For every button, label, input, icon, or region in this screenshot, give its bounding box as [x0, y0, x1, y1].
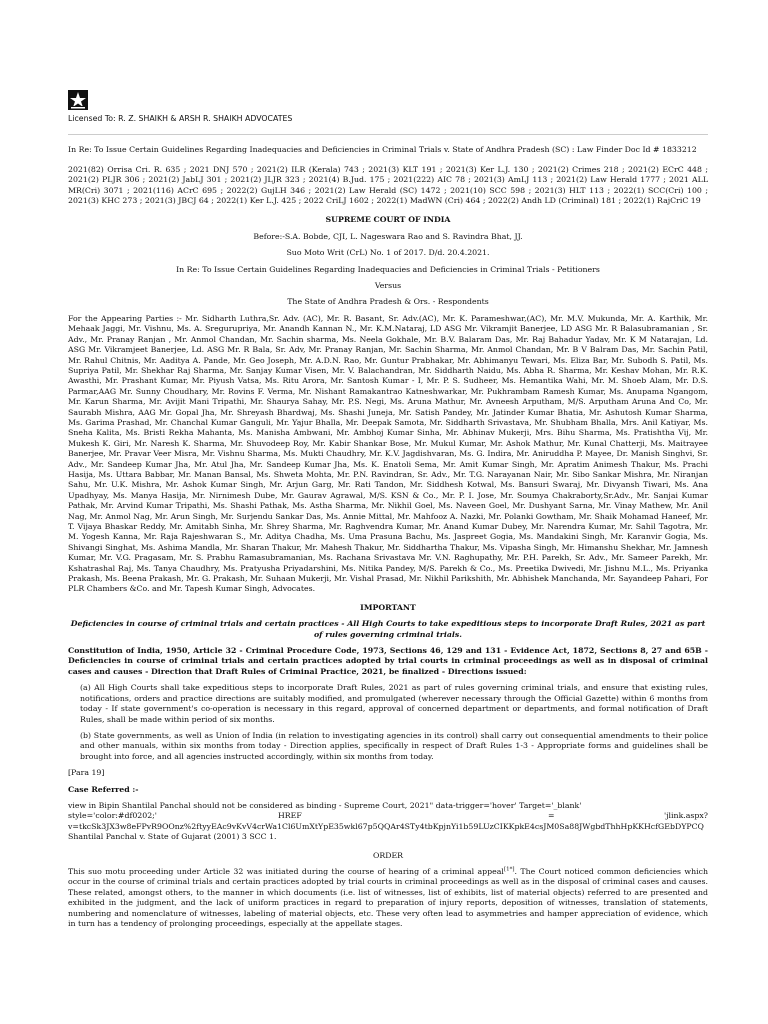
important-heading: IMPORTANT: [360, 602, 416, 612]
order-heading: ORDER: [372, 850, 404, 860]
ref-style: style='color:#df0202;': [68, 811, 157, 821]
order-paragraph: [68, 867, 708, 929]
doc-title-line: In Re: To Issue Certain Guidelines Regarding Inadequacies and Deficiencies in Criminal Trials v. State of Andhra Pradesh (SC) : Law Finder Doc Id # 1833212: [68, 145, 697, 155]
versus: Versus: [374, 281, 402, 291]
direction-a: (a) All High Courts shall take expeditious steps to incorporate Draft Rules, 2021 as part of rules governing criminal trials, and ensure that existing rules, notifications, orders and practice directions are suitably modified, and promulgated (wherever necessary through the Official Gazette) within 6 months from today - If state government's co-operation is necessary in this regard, approval of concerned department or departments, and formal notification of Draft Rules, shall be made within period of six months.: [80, 683, 708, 724]
order-text-a: This suo motu proceeding under Article 32 was initiated during the course of hearing of a criminal appeal: [68, 866, 504, 876]
para-ref: [Para 19]: [68, 768, 105, 778]
ref-line-2: [68, 811, 708, 821]
ref-link[interactable]: 'jlink.aspx?: [664, 811, 708, 821]
case-reference-block: [68, 801, 708, 843]
citations: 2021(82) Orrisa Cri. R. 635 ; 2021 DNJ 570 ; 2021(2) ILR (Kerala) 743 ; 2021(3) KLT 191 ; 2021(3) Ker L.J. 130 ; 2021(2) Crimes 218 ; 2021(2) ECrC 448 ; 2021(2) PLJR 306 ; 2021(2) JabLJ 301 ; 2021(2) JLJR 323 ; 2021(4) B.Jud. 175 ; 2021(222) AIC 78 ; 2021(3) AmLJ 113 ; 2021(2) Law Herald 1777 ; 2021 ALL MR(Cri) 3071 ; 2021(116) ACrC 695 ; 2022(2) GujLH 346 ; 2021(2) Law Herald (SC) 1472 ; 2021(10) SCC 598 ; 2021(3) HLT 113 ; 2022(1) SCC(Cri) 100 ; 2021(3) KHC 273 ; 2021(3) JBCJ 64 ; 2022(1) Ker L.J. 425 ; 2022 CriLJ 1602 ; 2022(1) MadWN (Cri) 464 ; 2022(2) Andh LD (Criminal) 181 ; 2022(1) RajCriC 19: [68, 164, 708, 206]
case-referred-label: Case Referred :-: [68, 784, 139, 794]
headnote: Deficiencies in course of criminal trials and certain practices - All High Courts to take expeditious steps to incorporate Draft Rules, 2021 as part of rules governing criminal trials.: [70, 619, 706, 639]
statutes-summary: Constitution of India, 1950, Article 32 - Criminal Procedure Code, 1973, Sections 46, 129 and 131 - Evidence Act, 1872, Sections 8, 27 and 65B - Deficiencies in course of criminal trials and certain practices adopted by trial courts in criminal proceedings as well as in disposal of criminal cases and causes - Direction that Draft Rules of Criminal Practice, 2021, be finalized - Directions issued:: [68, 646, 708, 676]
court-name: SUPREME COURT OF INDIA: [325, 215, 451, 225]
appearing-parties: For the Appearing Parties :- Mr. Sidharth Luthra,Sr. Adv. (AC), Mr. R. Basant, Sr. Adv.(AC), Mr. K. Parameshwar,(AC), Mr. M.V. Mukunda, Mr. A. Karthik, Mr. Mehaak Jaggi, Mr. Vishnu, Ms. A. Sregurupriya, Mr. Anandh Kannan N., Mr. K.M.Nataraj, LD ASG Mr. Vikramjit Banerjee, LD ASG Mr. R Balasubramanian , Sr. Adv., Mr. Pranay Ranjan , Mr. Anmol Chandan, Mr. Sachin sharma, Ms. Neela Gokhale, Mr. B.V. Balaram Das, Mr. Raj Bahadur Yadav, Mr. K M Natarajan, Ld. ASG Mr. Vikramjeet Banerjee, Ld. ASG Mr. R Bala, Sr. Adv, Mr. Pranay Ranjan, Mr. Sachin Sharma, Mr. Anmol Chandan, Mr. B V Balram Das, Mr. Sachin Patil, Mr. Rahul Chitnis, Mr. Aaditya A. Pande, Mr. Geo Joseph, Mr. A.D.N. Rao, Mr. Guntur Prabhakar, Mr. Abhimanyu Tewari, Ms. Eliza Bar, Mr. Subodh S. Patil, Ms. Supriya Patil, Mr. Shekhar Raj Sharma, Mr. Sanjay Kumar Visen, Mr. V. Balachandran, Mr. Siddharth Naidu, Ms. Abha R. Sharma, Mr. Keshav Mohan, Mr. R.K. Awasthi, Mr. Prashant Kumar, Mr. Piyush Vatsa, Ms. Ritu Arora, Mr. Santosh Kumar - I, Mr. P. S. Sudheer, Ms. Hemantika Wahi, Mr. M. Shoeb Alam, Mr. D.S. Parmar,AAG Mr. Sunny Choudhary, Mr. Rovins F. Verma, Mr. Nishant Ramakantrao Katneshwarkar, Mr. Pukhrambam Ramesh Kumar, Ms. Anupama Ngangom, Mr. Karun Sharma, Mr. Avijit Mani Tripathi, Mr. Shaurya Sahay, Mr. P.S. Negi, Ms. Aruna Mathur, Mr. Avneesh Arputham, M/S. Arputham Aruna And Co, Mr. Saurabh Mishra, AAG Mr. Gopal Jha, Mr. Shreyash Bhardwaj, Ms. Shashi Juneja, Mr. Satish Pandey, Mr. Jatinder Kumar Bhatia, Mr. Ashutosh Kumar Sharma, Ms. Garima Prashad, Mr. Chanchal Kumar Ganguli, Mr. Yajur Bhalla, Mr. Deepak Samota, Mr. Siddharth Srivastava, Mr. Shubham Bhalla, Mrs. Anil Katiyar, Ms. Sneha Kalita, Ms. Bristi Rekha Mahanta, Ms. Manisha Ambwani, Mr. Ambhoj Kumar Sinha, Mr. Abhinav Mukerji, Mrs. Bihu Sharma, Ms. Pratishtha Vij, Mr. Mukesh K. Giri, Mr. Naresh K. Sharma, Mr. Shuvodeep Roy, Mr. Kabir Shankar Bose, Mr. Mukul Kumar, Mr. Ashok Mathur, Mr. Kunal Chatterji, Ms. Maitrayee Banerjee, Mr. Pravar Veer Misra, Mr. Vishnu Sharma, Ms. Mukti Chaudhry, Mr. K.V. Jagdishvaran, Ms. G. Indira, Mr. Aniruddha P. Mayee, Dr. Manish Singhvi, Sr. Adv., Mr. Sandeep Kumar Jha, Mr. Atul Jha, Mr. Sandeep Kumar Jha, Ms. K. Enatoli Sema, Mr. Amit Kumar Singh, Mr. Apratim Animesh Thakur, Ms. Prachi Hasija, Ms. Uttara Babbar, Mr. Manan Bansal, Ms. Shweta Mohta, Mr. P.N. Ravindran, Sr. Adv., Mr. T.G. Narayanan Nair, Mr. Sibo Sankar Mishra, Mr. Niranjan Sahu, Mr. U.K. Mishra, Mr. Ashok Kumar Singh, Mr. Arjun Garg, Mr. Rati Tandon, Mr. Siddhesh Kotwal, Ms. Bansuri Swaraj, Mr. Divyansh Tiwari, Ms. Ana Upadhyay, Ms. Manya Hasija, Mr. Nirnimesh Dube, Mr. Gaurav Agrawal, M/S. KSN & Co., Mr. P. I. Jose, Mr. Soumya Chakraborty,Sr.Adv., Mr. Sanjai Kumar Pathak, Mr. Arvind Kumar Tripathi, Ms. Shashi Pathak, Ms. Astha Sharma, Mr. Nikhil Goel, Ms. Naveen Goel, Mr. Dushyant Sarna, Mr. Vinay Mathew, Mr. Anil Nag, Mr. Anmol Nag, Mr. Arun Singh, Mr. Surjendu Sankar Das, Ms. Annie Mittal, Mr. Mahfooz A. Nazki, Mr. Polanki Gowtham, Mr. Shaik Mohamad Haneef, Mr. T. Vijaya Bhaskar Reddy, Mr. Amitabh Sinha, Mr. Shrey Sharma, Mr. Raghvendra Kumar, Mr. Anand Kumar Dubey, Mr. Narendra Kumar, Mr. Sahil Tagotra, Mr. M. Yogesh Kanna, Mr. Raja Rajeshwaran S., Mr. Aditya Chadha, Ms. Uma Prasuna Bachu, Ms. Jaspreet Gogia, Ms. Mandakini Singh, Mr. Karanvir Gogia, Ms. Shivangi Singhat, Ms. Ashima Mandla, Mr. Sharan Thakur, Mr. Mahesh Thakur, Mr. Siddhartha Thakur, Ms. Vipasha Singh, Mr. Himanshu Shekhar, Mr. Jamnesh Kumar, Mr. V.G. Pragasam, Mr. S. Prabhu Ramasubramanian, Ms. Rachana Srivastava Mr. V.N. Raghupathy, Mr. P.H. Parekh, Sr. Adv., Mr. Sameer Parekh, Mr. Kshatrashal Raj, Ms. Tanya Chaudhry, Ms. Pratyusha Priyadarshini, Ms. Nitika Pandey, M/S. Parekh & Co., Ms. Preetika Dwivedi, Mr. Jishnu M.L., Ms. Priyanka Prakash, Ms. Beena Prakash, Mr. G. Prakash, Mr. Suhaan Mukerji, Mr. Vishal Prasad, Mr. Nikhil Parikshith, Mr. Abhishek Manchanda, Mr. Sayandeep Pahari, For PLR Chambers &Co. and Mr. Tapesh Kumar Singh, Advocates.: [68, 313, 708, 594]
ref-line-3: v=tkcSk3JX3w8eFPvR9OOnz%2ftyyEAc9vKvV4crWa1Cl6UmXtYpE35wkl67p5QQAr4STy4tbKpjnYi1b59LUzCIKKpkE4csJM0Sa88JWgbdThhHpKKHcfGEbDYPCQ: [68, 821, 704, 831]
footnote-marker[interactable]: [1*]: [503, 866, 515, 873]
ref-equals: =: [548, 811, 555, 821]
bench: Before:-S.A. Bobde, CJI, L. Nageswara Rao and S. Ravindra Bhat, JJ.: [253, 231, 523, 241]
ref-line-4: Shantilal Panchal v. State of Gujarat (2001) 3 SCC 1.: [68, 832, 277, 842]
order-text-b: . The Court noticed common deficiencies which occur in the course of criminal trials and certain practices adopted by trial courts in criminal proceedings as well as in the disposal of criminal cases and causes. These related, amongst others, to the manner in which documents (i.e. list of witnesses, list of exhibits, list of material objects) referred to are presented and exhibited in the judgment, and the lack of uniform practices in regard to preparation of injury reports, deposition of witnesses, translation of statements, numbering and nomenclature of witnesses, labeling of material objects, etc. These very often lead to asymmetries and hamper appreciation of evidence, which in turn has a tendency of prolonging proceedings, especially at the appellate stages.: [68, 866, 708, 928]
respondents: The State of Andhra Pradesh & Ors. - Respondents: [287, 297, 489, 307]
ref-href: HREF: [278, 811, 302, 821]
header-divider: [68, 134, 708, 135]
law-finder-logo-icon: [68, 90, 88, 110]
ref-line-1: view in Bipin Shantilal Panchal should not be considered as binding - Supreme Court, 2021" data-trigger='hover' Target='_blank': [68, 800, 582, 810]
document-page: [68, 90, 708, 935]
petitioners: In Re: To Issue Certain Guidelines Regarding Inadequacies and Deficiencies in Criminal Trials - Petitioners: [176, 264, 600, 274]
direction-b: (b) State governments, as well as Union of India (in relation to investigating agencies in its control) shall carry out consequential amendments to their police and other manuals, within six months from today - Direction applies, specifically in respect of Draft Rules 1-3 - Appropriate forms and guidelines shall be brought into force, and all agencies instructed accordingly, within six months from today.: [80, 730, 708, 761]
license-line: Licensed To: R. Z. SHAIKH & ARSH R. SHAIKH ADVOCATES: [68, 114, 293, 123]
case-number: Suo Moto Writ (CrL) No. 1 of 2017. D/d. 20.4.2021.: [286, 248, 490, 258]
